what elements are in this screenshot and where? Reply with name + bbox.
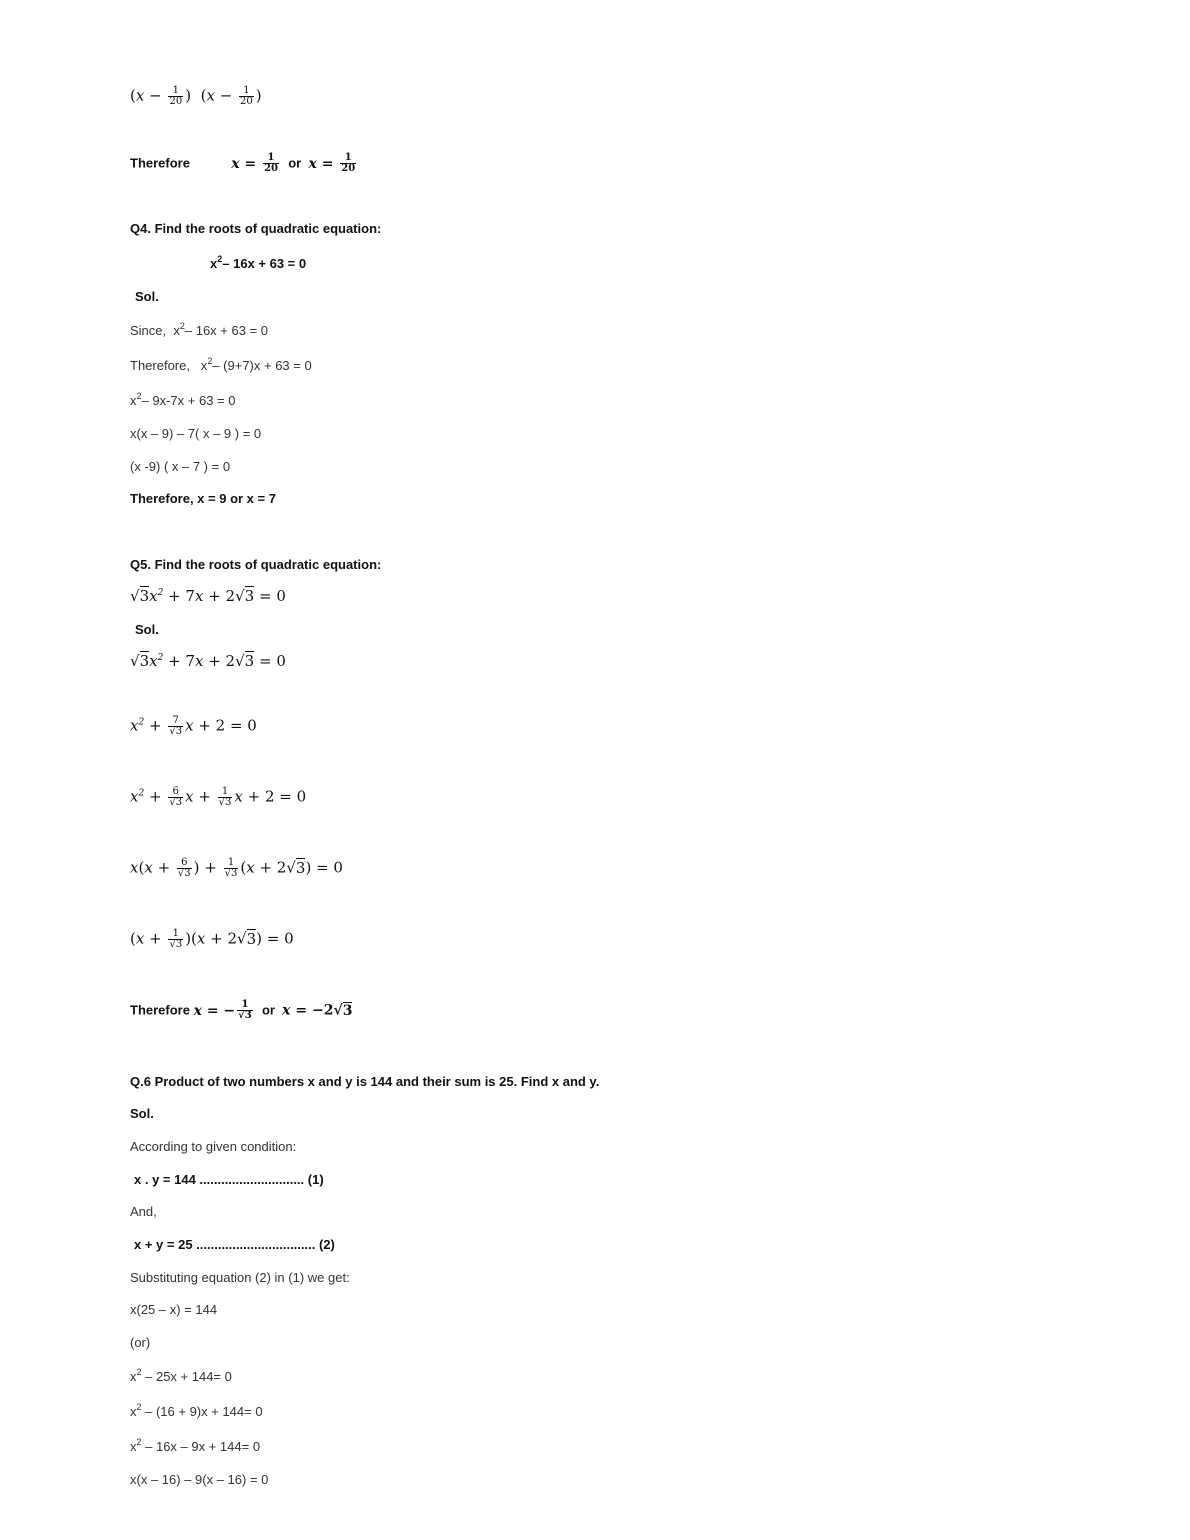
q6-eq1: x . y = 144 ............................. (1) (134, 1172, 324, 1187)
q5-equation: $√3x^2 + 7x + 2√3 = 0$ (130, 587, 286, 605)
q6-step: (or) (130, 1335, 151, 1350)
q5-question: Q5. Find the roots of quadratic equation: (130, 557, 382, 572)
q5-step: x(x + $\frac{6}{√3}$ ) + $\frac{1}{√3}$ (x + 2√3) = 0 (130, 857, 343, 879)
q5-step: $x^2$ + $\frac{6}{√3}$ x + $\frac{1}{√3}$ x + 2 = 0 (130, 786, 307, 808)
q6-substitute: Substituting equation (2) in (1) we get: (130, 1270, 350, 1285)
or-label: or (288, 155, 302, 171)
q4-conclusion: Therefore, x = 9 or x = 7 (130, 491, 276, 506)
therefore-label: Therefore (130, 155, 190, 171)
q6-step: x(x – 16) – 9(x – 16) = 0 (130, 1472, 269, 1487)
q6-step: x(25 – x) = 144 (130, 1302, 218, 1317)
q5-or-label: or (261, 1002, 275, 1018)
q6-question: Q.6 Product of two numbers x and y is 144 and their sum is 25. Find x and y. (130, 1074, 600, 1089)
q5-step: (x + $\frac{1}{√3}$ )(x + 2√3) = 0 (130, 928, 294, 950)
q4-step: (x -9) ( x – 7 ) = 0 (130, 459, 231, 474)
q4-equation: $x^2-$ 16x + 63 = 0 (210, 254, 307, 271)
therefore-roots-line: Therefore x = $\frac{1}{20}$ or x = $\frac{1}{20}$ (130, 152, 356, 174)
q6-sol-label: Sol. (130, 1106, 154, 1121)
q4-question: Q4. Find the roots of quadratic equation: (130, 221, 382, 236)
q5-step: $x^2$ + $\frac{7}{√3}$ x + 2 = 0 (130, 715, 257, 737)
q6-condition: According to given condition: (130, 1139, 297, 1154)
q5-conclusion: Therefore x = − $\frac{1}{√3}$ or x = −2√3 (130, 999, 353, 1021)
q6-and-label: And, (130, 1204, 157, 1219)
q6-step: $x^2 - (16 + 9)x + 144= 0$ (130, 1402, 263, 1419)
q4-step: Therefore, $x^2-$ (9+7)x + 63 = 0 (130, 356, 312, 373)
q6-step: $x^2 - 25x + 144= 0$ (130, 1367, 232, 1384)
q4-sol-label: Sol. (135, 289, 159, 304)
q5-therefore-label: Therefore (130, 1002, 190, 1018)
q4-step: x(x – 9) – 7( x – 9 ) = 0 (130, 426, 262, 441)
q4-step: Since, $x^2-$ 16x + 63 = 0 (130, 321, 268, 338)
q5-step: $√3x^2 + 7x + 2√3 = 0$ (130, 652, 286, 670)
q6-step: $x^2 - 16x - 9x + 144= 0$ (130, 1437, 261, 1454)
q5-sol-label: Sol. (135, 622, 159, 637)
factored-expression: (x − $\frac{1}{20}$ ) (x − $\frac{1}{20}$ ) (130, 85, 262, 107)
q6-eq2: x + y = 25 ................................. (2) (134, 1237, 335, 1252)
q4-step: $x^2-$ 9x-7x + 63 = 0 (130, 391, 236, 408)
